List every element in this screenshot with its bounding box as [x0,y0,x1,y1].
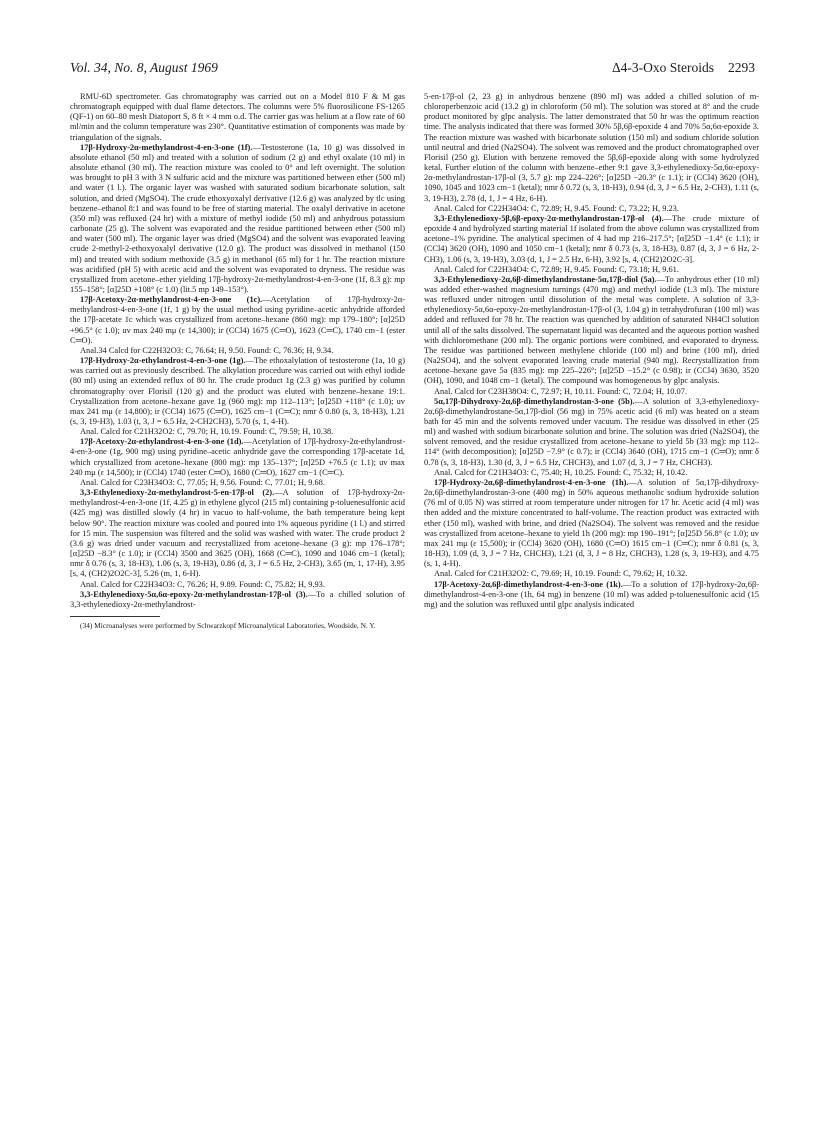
experimental-paragraph [424,214,759,265]
footnote: (34) Microanalyses were performed by Schwarzkopf Microanalytical Laboratories, Woodside, N. Y. [80,620,376,630]
paragraph-text: Anal. Calcd for C23H38O4: C, 72.97; H, 10.11. Found: C, 72.04; H, 10.07. [434,386,688,396]
paragraph-text: —To a chilled solution of 3,3-ethylenedioxy-2α-methylandrost- [70,589,405,609]
paragraph-text: Anal.34 Calcd for C22H32O3: C, 76.64; H, 9.50. Found: C, 76.36; H, 9.34. [80,345,334,355]
analysis-paragraph [70,427,405,437]
paragraph-text: —To a solution of 17β-hydroxy-2α,6β-dimethylandrost-4-en-3-one (1h, 64 mg) in benzene (10 ml) was added p-toluenesulfonic acid (15 mg) and the solution was refluxed until glpc analysis indicated [424,579,760,609]
journal-volume-issue: Vol. 34, No. 8, August 1969 [70,60,218,75]
analysis-paragraph [424,204,759,214]
analysis-paragraph [424,265,759,275]
paragraph-text: 5-en-17β-ol (2, 23 g) in anhydrous benzene (890 ml) was added a chilled solution of m-chloroperbenzoic acid (13.2 g) in chloroform (50 ml). The solution was stored at 8° and the crude product monitored by glpc analysis. The latter demonstrated that 50 hr was the optimum reaction time. The analysis indicated that there was formed 30% 5β,6β-epoxide 4 and 70% 5α,6α-epoxide 3. The reaction mixture was washed with bicarbonate solution (150 ml) and sodium chloride solution until neutral and dried (Na2SO4). The solvent was removed and the product chromatographed over Florisil (250 g). Elution with benzene removed the 5β,6β-epoxide along with some hydrolyzed ketal. Further elution of the column with benzene–ether 9:1 gave 3,3-ethylenedioxy-5α,6α-epoxy-2α-methylandrostan-17β-ol (3, 5.7 g): mp 224–226°; [α]25D −20.3° (c 1.1); ir (CCl4) 3620 (OH), 1090, 1045 and 1023 cm−1 (ketal); nmr δ 0.72 (s, 3, 18-H3), 0.94 (d, 3, J = 6.5 Hz, 2-CH3), 1.11 (s, 3, 19-H3), 2.78 (d, 1, J = 4 Hz, 6-H). [424,92,760,203]
analysis-paragraph [424,387,759,397]
compound-heading: 17β-Acetoxy-2α-methylandrost-4-en-3-one (1c). [80,295,263,305]
experimental-paragraph [70,92,405,143]
compound-heading: 3,3-Ethylenedioxy-5α,6α-epoxy-2α-methylandrostan-17β-ol (3). [80,589,308,599]
compound-heading: 17β-Acetoxy-2α-ethylandrost-4-en-3-one (1d). [80,437,244,447]
page-number: 2293 [728,60,755,75]
experimental-paragraph [424,478,759,569]
header-right [612,60,755,76]
experimental-paragraph [424,397,759,468]
compound-heading: 17β-Hydroxy-2α-ethylandrost-4-en-3-one (1g). [80,356,246,366]
experimental-paragraph [70,488,405,579]
paragraph-text: —Acetylation of 17β-hydroxy-2α-ethylandrost-4-en-3-one (1g, 900 mg) using pyridine–acetic anhydride gave the corresponding 17β-acetate 1d, which crystallized from acetone–hexane (800 mg): mp 135–137°; [α]25D +76.5 (c 1.1); uv max 240 mμ (ε 14,500); ir (CCl4) 1740 (ester C═O), 1680 (C═O), 1627 cm−1 (C═C). [70,437,405,477]
paragraph-text: —Acetylation of 17β-hydroxy-2α-methylandrost-4-en-3-one (1f, 1 g) by the usual method using pyridine–acetic anhydride afforded the 17β-acetate 1c which was crystallized from acetone–hexane (860 mg): mp 179–180°; [α]25D +96.5° (c 1.0); uv max 240 mμ (ε 14,300); ir (CCl4) 1675 (C═O), 1623 (C═C), 1740 cm−1 (ester C═O). [70,295,405,345]
paragraph-text: —The crude mixture of epoxide 4 and hydrolyzed starting material 1f isolated from the above column was crystallized from acetone–1% pyridine. The analytical specimen of 4 had mp 216–217.5°; [α]25D −1.4° (c 1.1); ir (CCl4) 3620 (OH), 1090 and 1050 cm−1 (ketal); nmr δ 0.73 (s, 3, 18-H3), 0.87 (d, 3, J = 6 Hz, 2-CH3), 1.06 (s, 3, 19-H3), 3.03 (d, 1, J = 2.5 Hz, 6-H), 3.92 [s, 4, (CH2)2O2C-3]. [424,213,759,264]
analysis-paragraph [70,346,405,356]
paragraph-text: —Testosterone (1a, 10 g) was dissolved in absolute ethanol (50 ml) and treated with a solution of sodium (2 g) and ethyl oxalate (10 ml) in absolute ethanol (30 ml). The reaction mixture was cooled to 0° and left overnight. The solution was brought to pH 3 with 3 N sulfuric acid and the mixture was partitioned between ether (500 ml) and water (1 l.). The organic layer was washed with saturated sodium bicarbonate solution, salt solution, and dried (MgSO4). The crude ethoxyoxalyl derivative (12.6 g) was analyzed by tlc using benzene–ethanol 8:1 and was found to be free of starting material. The oxalyl derivative in acetone (350 ml) was refluxed (24 hr) with a mixture of methyl iodide (50 ml) and anhydrous potassium carbonate (25 g). The solvent was evaporated and the residue partitioned between ether (500 ml) and water (500 ml). The organic layer was dried (MgSO4) and the solvent was evaporated leaving crude 2-methyl-2-ethoxyoxalyl derivative (12.0 g). The product was dissolved in methanol (150 ml) and treated with sodium methoxide (3.5 g) in methanol (65 ml) for 1 hr. The reaction mixture was acidified (pH 5) with acetic acid and the solvent was evaporated to dryness. The residue was crystallized from acetone–ether yielding 17β-hydroxy-2α-methylandrost-4-en-3-one (1f, 8.3 g): mp 155–158°; [α]25D +108° (c 1.0) (lit.5 mp 149–153°). [70,142,405,294]
footnote-rule [70,616,160,617]
compound-heading: 17β-Acetoxy-2α,6β-dimethylandrost-4-en-3-one (1k). [434,579,623,589]
paragraph-text: Anal. Calcd for C21H32O2: C, 79.69; H, 10.19. Found: C, 79.62; H, 10.32. [434,569,688,579]
compound-heading: 3,3-Ethylenedioxy-5β,6β-epoxy-2α-methylandrostan-17β-ol (4). [434,213,664,223]
experimental-paragraph [70,356,405,427]
analysis-paragraph [70,580,405,590]
paragraph-text: —The ethoxalylation of testosterone (1a, 10 g) was carried out as previously described. The alkylation procedure was carried out with ethyl iodide (80 ml) using an extended reflux of 80 hr. The crude product 1g (2.3 g) was purified by column chromatography over Florisil (120 g) and the product was eluted with benzene–hexane 19:1. Crystallization from acetone–hexane gave 1g (960 mg): mp 112–113°; [α]25D +118° (c 1.0); uv max 241 mμ (ε 14,800); ir (CCl4) 1675 (C═O), 1625 cm−1 (C═C); nmr δ 0.80 (s, 3, 18-H3), 1.21 (s, 3, 19-H3), 1.03 (t, 3, J = 6.5 Hz, 2-CH2CH3), 5.70 (s, 1, 4-H). [70,356,405,426]
experimental-paragraph [70,143,405,295]
paragraph-text: Anal. Calcd for C21H34O3: C, 75.40; H, 10.25. Found: C, 75.32; H, 10.42. [434,467,688,477]
right-column [424,92,759,610]
compound-heading: 5α,17β-Dihydroxy-2α,6β-dimethylandrostan-3-one (5b). [434,396,635,406]
experimental-paragraph [70,437,405,478]
paragraph-text: —A solution of 5α,17β-dihydroxy-2α,6β-dimethylandrostan-3-one (400 mg) in 50% aqueous methanolic sodium hydroxide solution (76 ml of 0.05 N) was stirred at room temperature under nitrogen for 17 hr. Acetic acid (4 ml) was then added and the mixture concentrated to half-volume. The reaction product was extracted with ether (150 ml), washed with brine, and dried (Na2SO4). The solvent was removed and the residue was crystallized from acetone–hexane to yield 1h (200 mg): mp 190–191°; [α]25D 56.8° (c 1.0); uv max 241 mμ (ε 15,500); ir (CCl4) 3620 (OH), 1680 (C═O) 1615 cm−1 (C═C); nmr δ 0.81 (s, 3, 18-H3), 1.09 (d, 3, J = 7 Hz, CHCH3), 1.21 (d, 3, J = 8 Hz, CHCH3), 1.28 (s, 3, 19-H3), and 4.75 (s, 1, 4-H). [424,477,759,569]
experimental-paragraph [424,275,759,387]
paragraph-text: Anal. Calcd for C21H32O2: C, 79.70; H, 10.19. Found: C, 79.59; H, 10.38. [80,427,334,437]
left-column [70,92,405,630]
running-title: Δ4-3-Oxo Steroids [611,60,714,75]
experimental-paragraph [424,580,759,610]
paragraph-text: Anal. Calcd for C22H34O3: C, 76.26; H, 9.89. Found: C, 75.82; H, 9.93. [80,579,325,589]
analysis-paragraph [424,468,759,478]
compound-heading: 17β-Hydroxy-2α-methylandrost-4-en-3-one (1f). [80,142,253,152]
paragraph-text: —A solution of 3,3-ethylenedioxy-2α,6β-dimethylandrostane-5α,17β-diol (56 mg) in 75% acetic acid (6 ml) was heated on a steam bath for 45 min and the solvents removed under vacuum. The residue was dissolved in ether (25 ml) and washed with sodium bicarbonate solution and brine. The solution was dried (Na2SO4), the solvent removed, and the residue crystallized from acetone–hexane to yield 5b (33 mg): mp 112–114° (with decomposition); [α]25D −7.9° (c 0.7); ir (CCl4) 3640 (OH), 1715 cm−1 (C═O); nmr δ 0.78 (s, 3, 18-H3), 1.30 (d, 3, J = 6.5 Hz, CHCH3), and 1.07 (d, 3, J = 7 Hz, CHCH3). [424,396,759,467]
analysis-paragraph [424,569,759,579]
experimental-paragraph [424,92,759,204]
compound-heading: 3,3-Ethylenedioxy-2α-methylandrost-5-en-17β-ol (2). [80,488,275,498]
paragraph-text: RMU-6D spectrometer. Gas chromatography was carried out on a Model 810 F & M gas chromatograph equipped with dual flame detectors. The columns were 5% fluorosilicone FS-1265 (QF-1) on 60–80 mesh Diatoport S, 8 ft × 4 mm o.d. The carrier gas was helium at a flow rate of 60 ml/min and the column temperature was 230°. Quantitative estimation of components was made by triangulation of the signals. [70,92,405,142]
experimental-paragraph [70,590,405,610]
paragraph-text: —A solution of 17β-hydroxy-2α-methylandrost-4-en-3-one (1f, 4.25 g) in ethylene glycol (215 ml) containing p-toluenesulfonic acid (425 mg) was distilled slowly (4 hr) in vacuo to half-volume, the bath temperature being kept below 90°. The reaction mixture was cooled and poured into 1% aqueous pyridine (1 l.) and stirred for 15 min. The suspension was filtered and the solid was washed with water. The crude product 2 (3.6 g) was dried under vacuum and recrystallized from acetone–hexane (3 g): mp 176–178°; [α]25D −8.3° (c 1.0); ir (CCl4) 3500 and 3625 (OH), 1668 (C═C), 1090 and 1046 cm−1 (ketal); nmr δ 0.76 (s, 3, 18-H3), 1.06 (s, 3, 19-H3), 0.86 (d, 3, J = 6.5 Hz, 2-CH3), 3.65 (m, 1, 17-H), 3.95 [s, 4, (CH2)2O2C-3], 5.26 (m, 1, 6-H). [70,488,405,579]
paragraph-text: Anal. Calcd for C22H34O4: C, 72.89; H, 9.45. Found: C, 73.18; H, 9.61. [434,264,679,274]
paragraph-text: Anal. Calcd for C22H34O4: C, 72.89; H, 9.45. Found: C, 73.22; H, 9.23. [434,203,679,213]
paragraph-text: Anal. Calcd for C23H34O3: C, 77.05; H, 9.56. Found: C, 77.01; H, 9.68. [80,477,325,487]
compound-heading: 3,3-Ethylenedioxy-2α,6β-dimethylandrostane-5α,17β-diol (5a). [434,274,657,284]
analysis-paragraph [70,478,405,488]
paragraph-text: —To anhydrous ether (10 ml) was added ether-washed magnesium turnings (470 mg) and methyl iodide (1.3 ml). The mixture was refluxed under nitrogen until dissolution of the metal was complete. A solution of 3,3-ethylenedioxy-5α,6α-epoxy-2α-methylandrostan-17β-ol (3, 1.04 g) in tetrahydrofuran (100 ml) was added and refluxed for 78 hr. The reaction was quenched by addition of saturated NH4Cl solution until all of the salts dissolved. The supernatant liquid was decanted and the aqueous portion washed with dichloromethane (200 ml). The organic portions were combined, and evaporated to dryness. The residue was partitioned between methylene chloride (100 ml) and brine (100 ml), dried (Na2SO4), and the solvent evaporated leaving crude material (940 mg). Recrystallization from acetone–hexane gave 5a (835 mg): mp 225–226°; [α]25D −15.2° (c 0.98); ir (CCl4) 3630, 3520 (OH), 1090, and 1048 cm−1 (ketal). The compound was homogeneous by glpc analysis. [424,274,759,386]
experimental-paragraph [70,295,405,346]
compound-heading: 17β-Hydroxy-2α,6β-dimethylandrost-4-en-3-one (1h). [434,477,629,487]
running-header [70,60,755,78]
